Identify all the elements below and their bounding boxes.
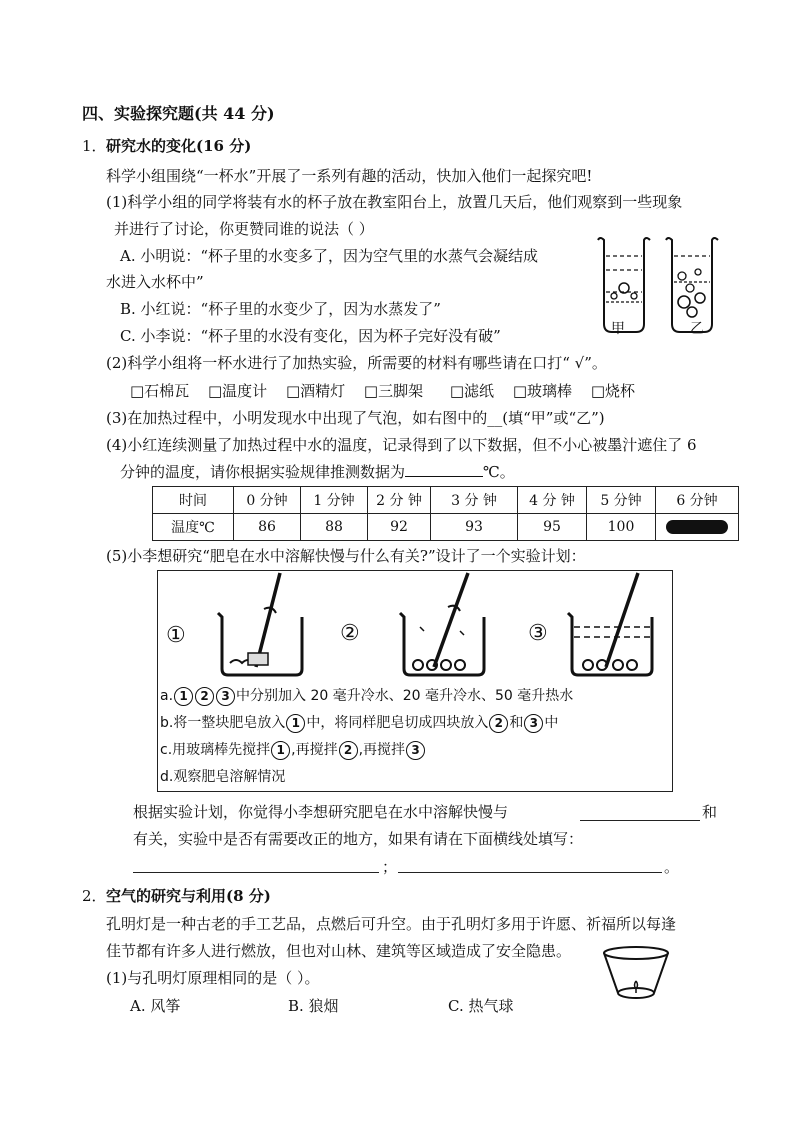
- semicolon: ；: [382, 858, 398, 876]
- material-alcohol-lamp[interactable]: □酒精灯: [285, 382, 346, 400]
- table-header-temp: 温度℃: [153, 514, 234, 541]
- materials-list: [130, 380, 635, 401]
- q2-number: 2．: [82, 887, 107, 905]
- circle-1: 1: [286, 714, 305, 733]
- circle-2: 2: [489, 714, 508, 733]
- q2-option-a: A. 风筝: [130, 997, 181, 1015]
- q2-p1: (1)与孔明灯原理相同的是（ ）。: [106, 969, 320, 987]
- q2-intro-line1: 孔明灯是一种古老的手工艺品，点燃后可升空。由于孔明灯多用于许愿、祈福所以每逢: [106, 915, 677, 933]
- experiment-plan-box: [157, 570, 673, 792]
- plan-marker-3: ③: [528, 621, 548, 646]
- q1-p4-line1: (4)小红连续测量了加热过程中水的温度，记录得到了以下数据，但不小心被墨汁遮住了 6: [106, 436, 697, 454]
- plan-marker-2: ②: [340, 621, 360, 646]
- plan-c-then: ,再搅拌: [291, 742, 338, 758]
- plan-b-prefix: b.将一整块肥皂放入: [160, 715, 286, 731]
- q1-p1-line2: 并进行了讨论，你更赞同谁的说法（ ）: [114, 220, 374, 238]
- q2-option-b: B. 狼烟: [288, 997, 339, 1015]
- plan-step-b: [160, 712, 558, 733]
- circle-3: 3: [216, 687, 235, 706]
- table-cell: 3 分 钟: [431, 487, 518, 514]
- answer-blank-correction-1[interactable]: [133, 872, 379, 873]
- material-glass-rod[interactable]: □玻璃棒: [512, 382, 573, 400]
- q1-option-a-line1: A. 小明说：“杯子里的水变多了，因为空气里的水蒸气会凝结成: [120, 247, 539, 265]
- conclusion-line1: 根据实验计划，你觉得小李想研究肥皂在水中溶解快慢与: [133, 803, 509, 821]
- temp-answer-blank[interactable]: [405, 462, 483, 477]
- circle-2: 2: [195, 687, 214, 706]
- plan-marker-1: ①: [166, 623, 186, 648]
- table-cell: 6 分钟: [656, 487, 739, 514]
- q1-title: 研究水的变化(16 分): [106, 137, 252, 155]
- table-cell: 1 分钟: [301, 487, 368, 514]
- circle-3: 3: [406, 741, 425, 760]
- table-cell: 88: [301, 514, 368, 541]
- q1-option-c: C. 小李说：“杯子里的水没有变化，因为杯子完好没有破”: [120, 327, 501, 345]
- answer-blank-factor[interactable]: [580, 820, 700, 821]
- circle-1: 1: [271, 741, 290, 760]
- plan-step-d: d.观察肥皂溶解情况: [160, 769, 286, 785]
- table-row: [153, 487, 739, 514]
- q1-intro: 科学小组围绕“一杯水”开展了一系列有趣的活动，快加入他们一起探究吧!: [106, 167, 593, 185]
- plan-a-text: 中分别加入 20 毫升冷水、20 毫升冷水、50 毫升热水: [236, 688, 574, 704]
- q1-option-b: B. 小红说：“杯子里的水变少了，因为水蒸发了”: [120, 300, 441, 318]
- ink-blot-cell: [656, 514, 739, 541]
- circle-3: 3: [524, 714, 543, 733]
- period: 。: [664, 858, 680, 876]
- q1-p5: (5)小李想研究“肥皂在水中溶解快慢与什么有关?”设计了一个实验计划：: [106, 547, 586, 565]
- plan-c-prefix: c.用玻璃棒先搅拌: [160, 742, 271, 758]
- plan-step-a: [160, 685, 573, 706]
- q2-option-c: C. 热气球: [448, 997, 514, 1015]
- plan-step-c: [160, 739, 426, 760]
- beaker-label-yi: 乙: [690, 321, 704, 337]
- q1-p4-line2: [120, 461, 515, 482]
- material-asbestos[interactable]: □石棉瓦: [130, 382, 190, 400]
- plan-b-end: 中: [544, 715, 559, 731]
- material-beaker[interactable]: □烧杯: [590, 382, 635, 400]
- conclusion-line1-end: 和: [702, 803, 718, 821]
- plan-beaker-2: [390, 571, 510, 679]
- table-cell: 0 分钟: [234, 487, 301, 514]
- material-tripod[interactable]: □三脚架: [363, 382, 424, 400]
- section-title: 四、实验探究题(共 44 分): [82, 104, 275, 123]
- plan-c-then2: ,再搅拌: [358, 742, 406, 758]
- table-cell: 100: [587, 514, 656, 541]
- q1-p2: (2)科学小组将一杯水进行了加热实验，所需要的材料有哪些请在口打“ √”。: [106, 354, 607, 372]
- table-cell: 92: [368, 514, 431, 541]
- temp-unit: ℃。: [483, 463, 515, 481]
- temperature-table: [152, 486, 739, 541]
- beaker-label-jia: 甲: [611, 321, 625, 337]
- table-cell: 93: [431, 514, 518, 541]
- material-thermometer[interactable]: □温度计: [207, 382, 268, 400]
- q1-number: 1．: [82, 137, 107, 155]
- q1-option-a-line2: 水进入水杯中”: [106, 273, 204, 291]
- q1-p1-line1: (1)科学小组的同学将装有水的杯子放在教室阳台上，放置几天后，他们观察到一些现象: [106, 193, 683, 211]
- answer-blank-correction-2[interactable]: [398, 872, 662, 873]
- table-cell: 95: [518, 514, 587, 541]
- table-cell: 2 分 钟: [368, 487, 431, 514]
- table-cell: 5 分钟: [587, 487, 656, 514]
- table-cell: 4 分 钟: [518, 487, 587, 514]
- plan-beaker-1: [208, 571, 328, 679]
- q1-p4-prompt: 分钟的温度，请你根据实验规律推测数据为: [120, 463, 406, 481]
- table-row: [153, 514, 739, 541]
- kongming-lantern-icon: [600, 945, 672, 1003]
- ink-blot: [666, 520, 728, 534]
- q2-intro-line2: 佳节都有许多人进行燃放，但也对山林、建筑等区域造成了安全隐患。: [106, 942, 572, 960]
- plan-beaker-3: [558, 571, 678, 679]
- q2-title: 空气的研究与利用(8 分): [106, 887, 271, 905]
- plan-b-mid: 中，将同样肥皂切成四块放入: [306, 715, 489, 731]
- q1-p3: (3)在加热过程中，小明发现水中出现了气泡，如右图中的__(填“甲”或“乙”): [106, 409, 605, 427]
- plan-b-and: 和: [509, 715, 524, 731]
- table-header-time: 时间: [153, 487, 234, 514]
- conclusion-line2: 有关，实验中是否有需要改正的地方，如果有请在下面横线处填写：: [133, 830, 584, 848]
- circle-1: 1: [174, 687, 193, 706]
- material-filter-paper[interactable]: □滤纸: [449, 382, 495, 400]
- plan-a-prefix: a.: [160, 688, 174, 704]
- circle-2: 2: [339, 741, 358, 760]
- table-cell: 86: [234, 514, 301, 541]
